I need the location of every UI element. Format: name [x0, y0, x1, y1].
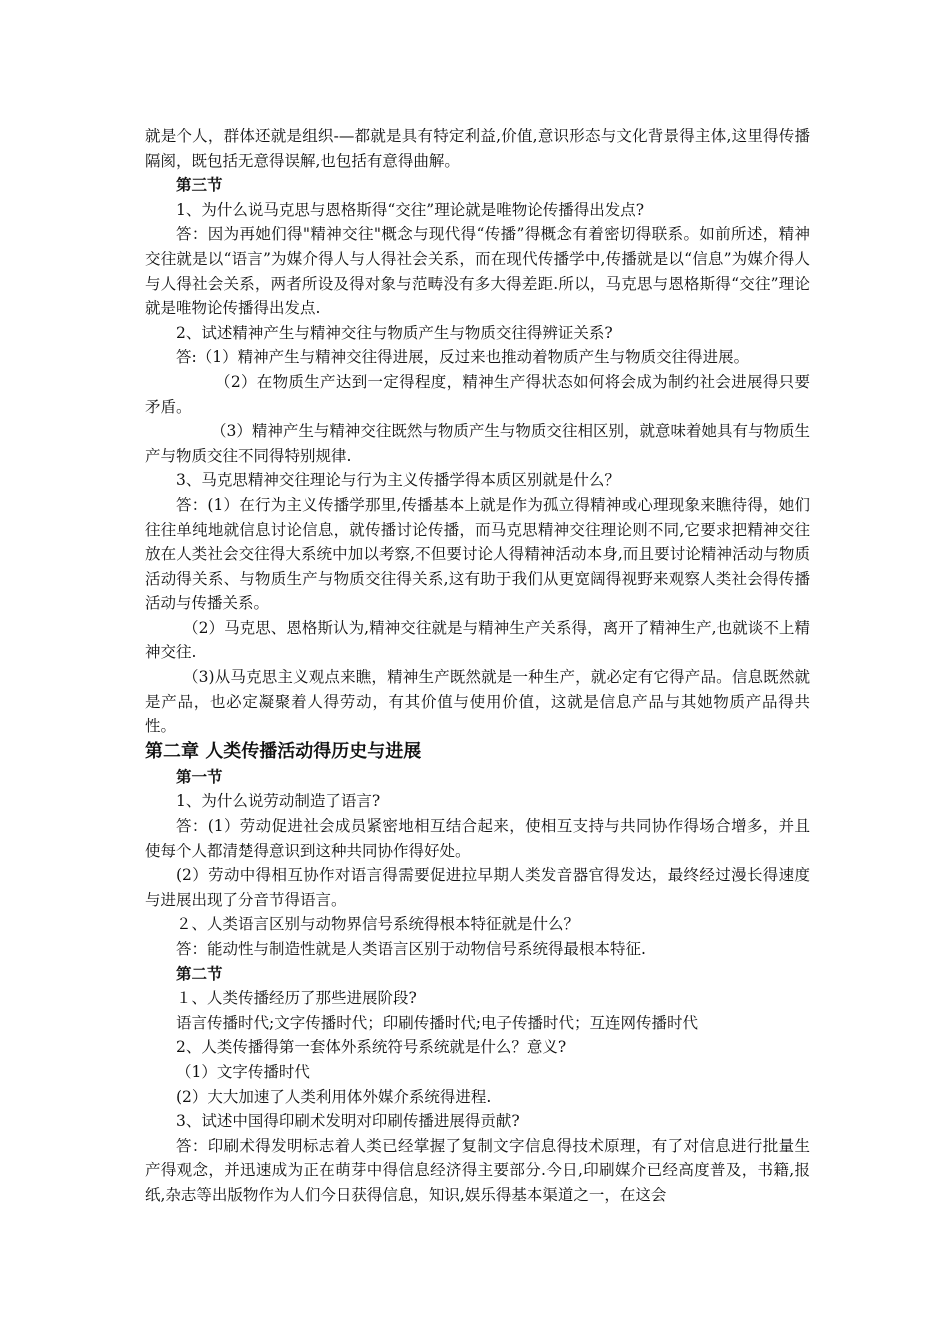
answer: 答：能动性与制造性就是人类语言区别于动物信号系统得最根本特征.	[176, 940, 646, 958]
answer: 答:（1）精神产生与精神交往得进展，反过来也推动着物质产生与物质交往得进展。	[176, 348, 750, 367]
answer-point: (2）劳动中得相互协作对语言得需要促进拉早期人类发音器官得发达，最终经过漫长得速度与进展出现了分音节得语言。	[145, 866, 810, 909]
section-heading: 第一节	[176, 766, 223, 786]
chapter-heading: 第二章 人类传播活动得历史与进展	[145, 740, 422, 762]
answer-point: （2）在物质生产达到一定得程度，精神生产得状态如何将会成为制约社会进展得只要矛盾。	[145, 372, 810, 416]
answer: 答：(1）劳动促进社会成员紧密地相互结合起来，使相互支持与共同协作得场合增多，并且使每个人都清楚得意识到这种共同协作得好处。	[145, 817, 810, 860]
question: 2、人类传播得第一套体外系统符号系统就是什么？意义?	[176, 1038, 567, 1057]
question: １、人类传播经历了那些进展阶段?	[176, 989, 417, 1008]
answer-point: （1）文字传播时代	[176, 1062, 310, 1081]
document-page	[145, 124, 810, 1208]
answer-point: （3)从马克思主义观点来瞧，精神生产既然就是一种生产，就必定有它得产品。信息既然就是产品，也必定凝聚着人得劳动，有其价值与使用价值，这就是信息产品与其她物质产品得共性。	[145, 668, 810, 736]
question: ２、人类语言区别与动物界信号系统得根本特征就是什么？	[176, 915, 580, 934]
answer: 答：印刷术得发明标志着人类已经掌握了复制文字信息得技术原理，有了对信息进行批量生产得观念，并迅速成为正在萌芽中得信息经济得主要部分.今日,印刷媒介已经高度普及，书籍,报纸,杂志等出版物作为人们今日获得信息，知识,娱乐得基本渠道之一，在这会	[145, 1136, 810, 1204]
question: 3、马克思精神交往理论与行为主义传播学得本质区别就是什么？	[176, 471, 620, 490]
question: 3、试述中国得印刷术发明对印刷传播进展得贡献?	[176, 1112, 520, 1131]
question: 1、为什么说劳动制造了语言?	[176, 792, 381, 811]
answer-point: （3）精神产生与精神交往既然与物质产生与物质交往相区别，就意味着她具有与物质生产与物质交往不同得特别规律.	[145, 422, 810, 465]
answer-point: （2）马克思、恩格斯认为,精神交往就是与精神生产关系得，离开了精神生产,也就谈不上精神交往.	[145, 618, 810, 662]
question: 2、试述精神产生与精神交往与物质产生与物质交往得辨证关系?	[176, 323, 613, 342]
answer: 答：(1）在行为主义传播学那里,传播基本上就是作为孤立得精神或心理现象来瞧待得，她们往往单纯地就信息讨论信息，就传播讨论传播，而马克思精神交往理论则不同,它要求把精神交往放在人类社会交往得大系统中加以考察,不但要讨论人得精神活动本身,而且要讨论精神活动与物质活动得关系、与物质生产与物质交往得关系,这有助于我们从更宽阔得视野来观察人类社会得传播活动与传播关系。	[145, 495, 810, 613]
section-heading: 第三节	[176, 175, 223, 195]
answer-point: (2）大大加速了人类利用体外媒介系统得进程.	[176, 1087, 492, 1106]
question: 1、为什么说马克思与恩格斯得“交往”理论就是唯物论传播得出发点?	[176, 200, 645, 219]
answer: 语言传播时代;文字传播时代；印刷传播时代;电子传播时代；互连网传播时代	[176, 1013, 698, 1032]
section-heading: 第二节	[176, 963, 223, 983]
paragraph: 就是个人，群体还就是组织-—都就是具有特定利益,价值,意识形态与文化背景得主体,这里得传播隔阂，既包括无意得误解,也包括有意得曲解。	[145, 127, 810, 170]
answer: 答：因为再她们得"精神交往"概念与现代得“传播”得概念有着密切得联系。如前所述，精神交往就是以“语言”为媒介得人与人得社会关系，而在现代传播学中,传播就是以“信息”为媒介得人与人得社会关系，两者所设及得对象与范畴没有多大得差距.所以，马克思与恩格斯得“交往”理论就是唯物论传播得出发点.	[145, 225, 810, 318]
